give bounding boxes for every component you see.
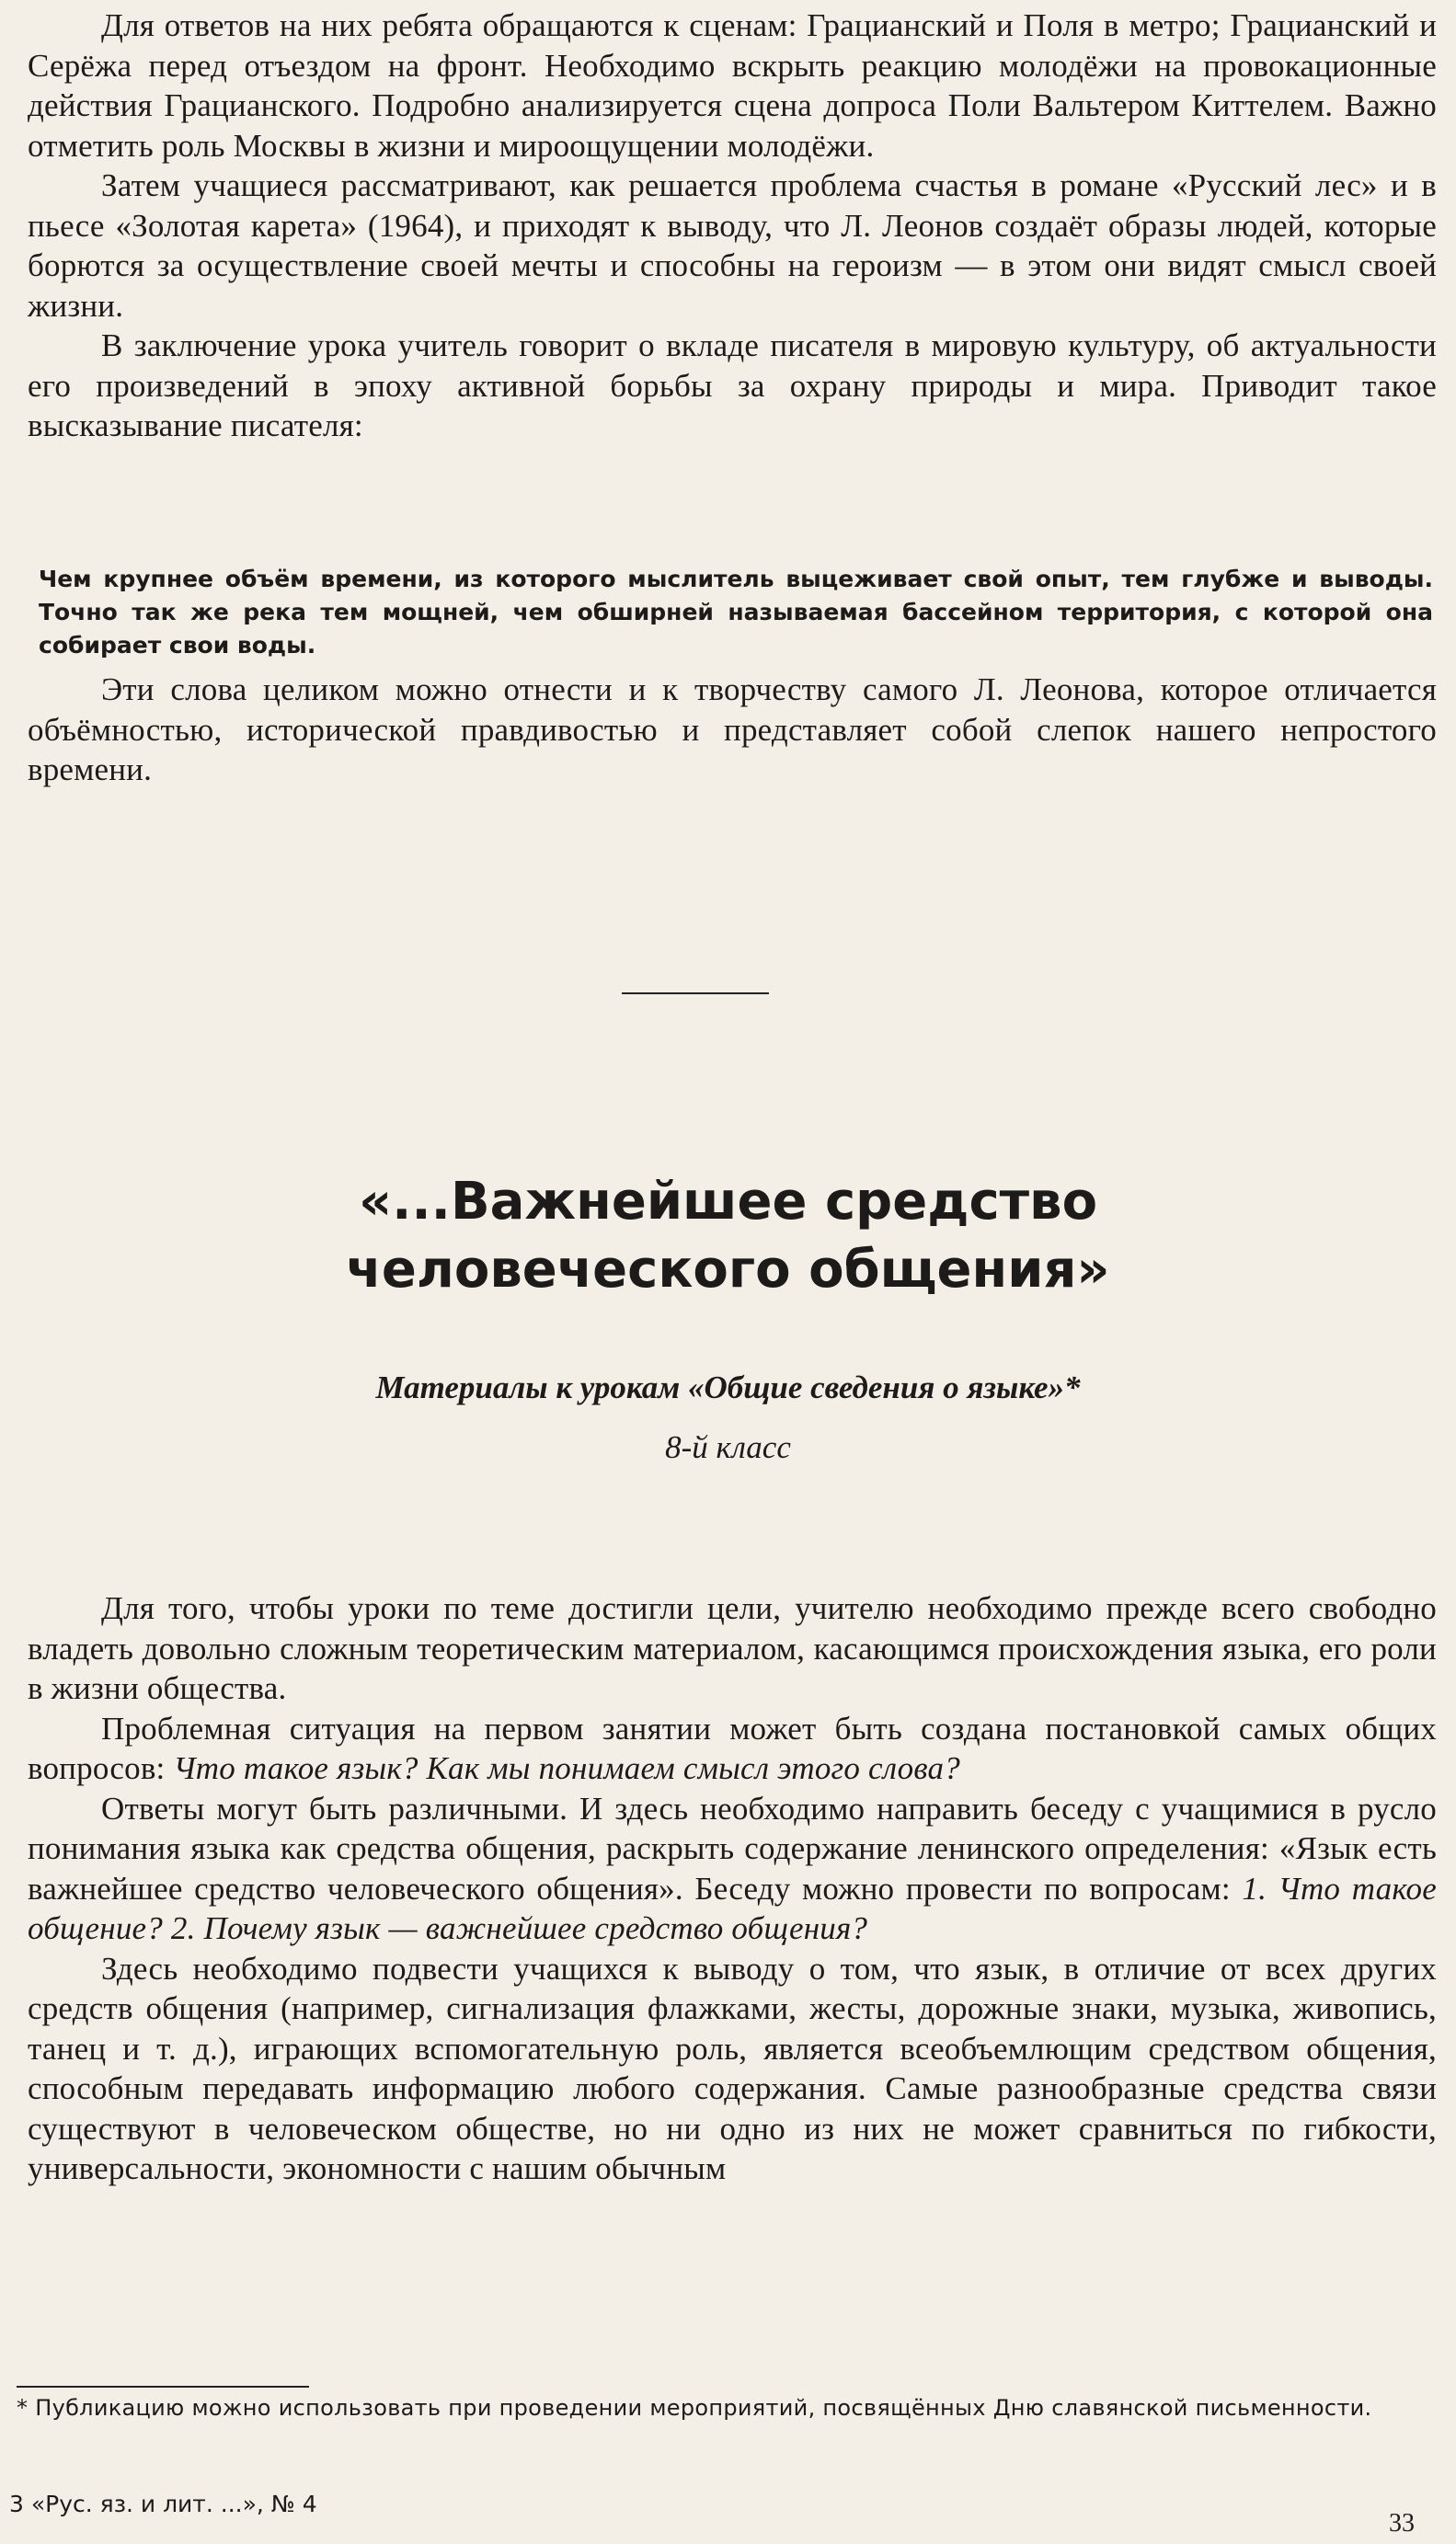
footnote: * Публикацию можно использовать при проведении мероприятий, посвящённых Дню славянской письменности. — [17, 2395, 1372, 2421]
article-paragraph-3 — [28, 1789, 1437, 1949]
top-section — [28, 6, 1437, 446]
footnote-rule — [17, 2386, 309, 2388]
article-paragraph-2-text: Проблемная ситуация на первом занятии может быть создана постановкой самых общих вопросов: — [28, 1710, 1437, 1786]
article-paragraph-2 — [28, 1709, 1437, 1789]
article-subtitle: Материалы к урокам «Общие сведения о языке»* — [375, 1369, 1081, 1405]
article-title-line-2: человеческого общения» — [346, 1240, 1110, 1300]
leonov-quote: Чем крупнее объём времени, из которого мыслитель выцеживает свой опыт, тем глубже и выводы. Точно так же река тем мощней, чем обширней называемая бассейном территория, с которой она собирает свои воды. — [39, 566, 1433, 659]
after-quote-paragraph: Эти слова целиком можно отнести и к творчеству самого Л. Леонова, которое отличается объёмностью, исторической правдивостью и представляет собой слепок нашего непростого времени. — [28, 671, 1437, 787]
article-body — [28, 1588, 1437, 2189]
article-paragraph-4: Здесь необходимо подвести учащихся к выводу о том, что язык, в отличие от всех других средств общения (например, сигнализация флажками, жесты, дорожные знаки, музыка, живопись, танец и т. д.), играющих вспомогательную роль, является всеобъемлющим средством общения, способным передавать информацию любого содержания. Самые разнообразные средства связи существуют в человеческом обществе, но ни одно из них не может сравниться по гибкости, универсальности, экономности с нашим обычным — [28, 1950, 1437, 2186]
article-paragraph-3-questions: 1. Что такое общение? 2. Почему язык — важнейшее средство общения? — [28, 1870, 1437, 1946]
article-grade: 8-й класс — [665, 1429, 791, 1465]
paragraph-2: Затем учащиеся рассматривают, как решается проблема счастья в романе «Русский лес» и в пьесе «Золотая карета» (1964), и приходят к выводу, что Л. Леонов создаёт образы людей, которые борются за осуществление своей мечты и способны на героизм — в этом они видят смысл своей жизни. — [28, 167, 1437, 324]
section-divider — [622, 992, 769, 994]
after-quote-section — [28, 670, 1437, 790]
article-paragraph-1: Для того, чтобы уроки по теме достигли цели, учителю необходимо прежде всего свободно владеть довольно сложным теоретическим материалом, касающимся происхождения языка, его роли в жизни общества. — [28, 1590, 1437, 1706]
article-paragraph-3-text: Ответы могут быть различными. И здесь необходимо направить беседу с учащимися в русло понимания языка как средства общения, раскрыть содержание ленинского определения: «Язык есть важнейшее средство человеческого общения». Беседу можно провести по вопросам: — [28, 1790, 1437, 1907]
article-title — [0, 1168, 1456, 1304]
article-paragraph-2-question: Что такое язык? Как мы понимаем смысл этого слова? — [173, 1750, 960, 1786]
paragraph-3: В заключение урока учитель говорит о вкладе писателя в мировую культуру, об актуальности его произведений в эпоху активной борьбы за охрану природы и мира. Приводит такое высказывание писателя: — [28, 327, 1437, 443]
paragraph-1: Для ответов на них ребята обращаются к сценам: Грацианский и Поля в метро; Грацианский и Серёжа перед отъездом на фронт. Необходимо вскрыть реакцию молодёжи на провокационные действия Грацианского. Подробно анализируется сцена допроса Поли Вальтером Киттелем. Важно отметить роль Москвы в жизни и мироощущении молодёжи. — [28, 7, 1437, 164]
journal-signature: 3 «Рус. яз. и лит. ...», № 4 — [9, 2491, 317, 2517]
page-number: 33 — [1389, 2509, 1415, 2538]
article-title-line-1: «...Важнейшее средство — [358, 1172, 1098, 1232]
